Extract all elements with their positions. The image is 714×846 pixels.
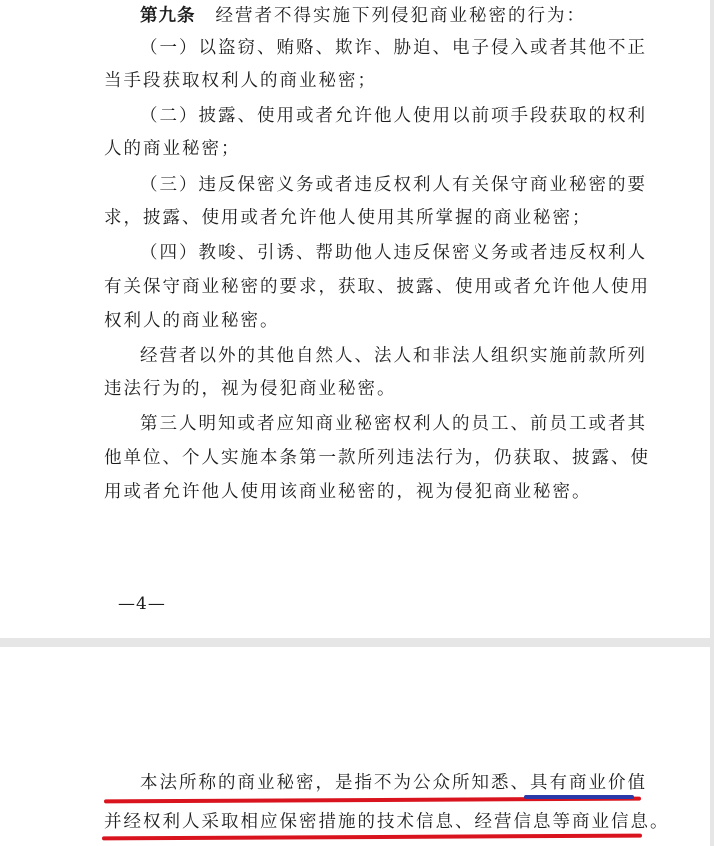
text-line: 求，披露、使用或者允许他人使用其所掌握的商业秘密； [104,208,592,228]
text-line: 他单位、个人实施本条第一款所列违法行为，仍获取、披露、使 [104,448,650,468]
definition-line-2: 并经权利人采取相应保密措施的技术信息、经营信息等商业信息。 [104,812,670,832]
text-line: 经营者以外的其他自然人、法人和非法人组织实施前款所列 [140,346,647,366]
text-line: （四）教唆、引诱、帮助他人违反保密义务或者违反权利人 [140,243,647,263]
text-line: 有关保守商业秘密的要求，获取、披露、使用或者允许他人使用 [104,277,650,297]
text-line: 用或者允许他人使用该商业秘密的，视为侵犯商业秘密。 [104,482,592,502]
text-line: （一）以盗窃、贿赂、欺诈、胁迫、电子侵入或者其他不正 [140,38,647,58]
article-heading-line [140,8,714,26]
text-line: （三）违反保密义务或者违反权利人有关保守商业秘密的要 [140,175,647,195]
text-line: 当手段获取权利人的商业秘密； [104,71,377,91]
text-line: 人的商业秘密； [104,139,241,159]
text-line: 违法行为的，视为侵犯商业秘密。 [104,379,397,399]
document-page-5 [0,647,710,846]
text-line: （二）披露、使用或者允许他人使用以前项手段获取的权利 [140,106,647,126]
article-intro: 经营者不得实施下列侵犯商业秘密的行为： [215,6,586,26]
article-heading: 第九条 [140,6,196,26]
blue-underline-mark [524,795,634,799]
page-number: —4— [118,594,166,614]
text-line: 权利人的商业秘密。 [104,311,280,331]
text-line: 第三人明知或者应知商业秘密权利人的员工、前员工或者其 [140,414,647,434]
definition-line-1: 本法所称的商业秘密，是指不为公众所知悉、具有商业价值 [140,773,647,793]
